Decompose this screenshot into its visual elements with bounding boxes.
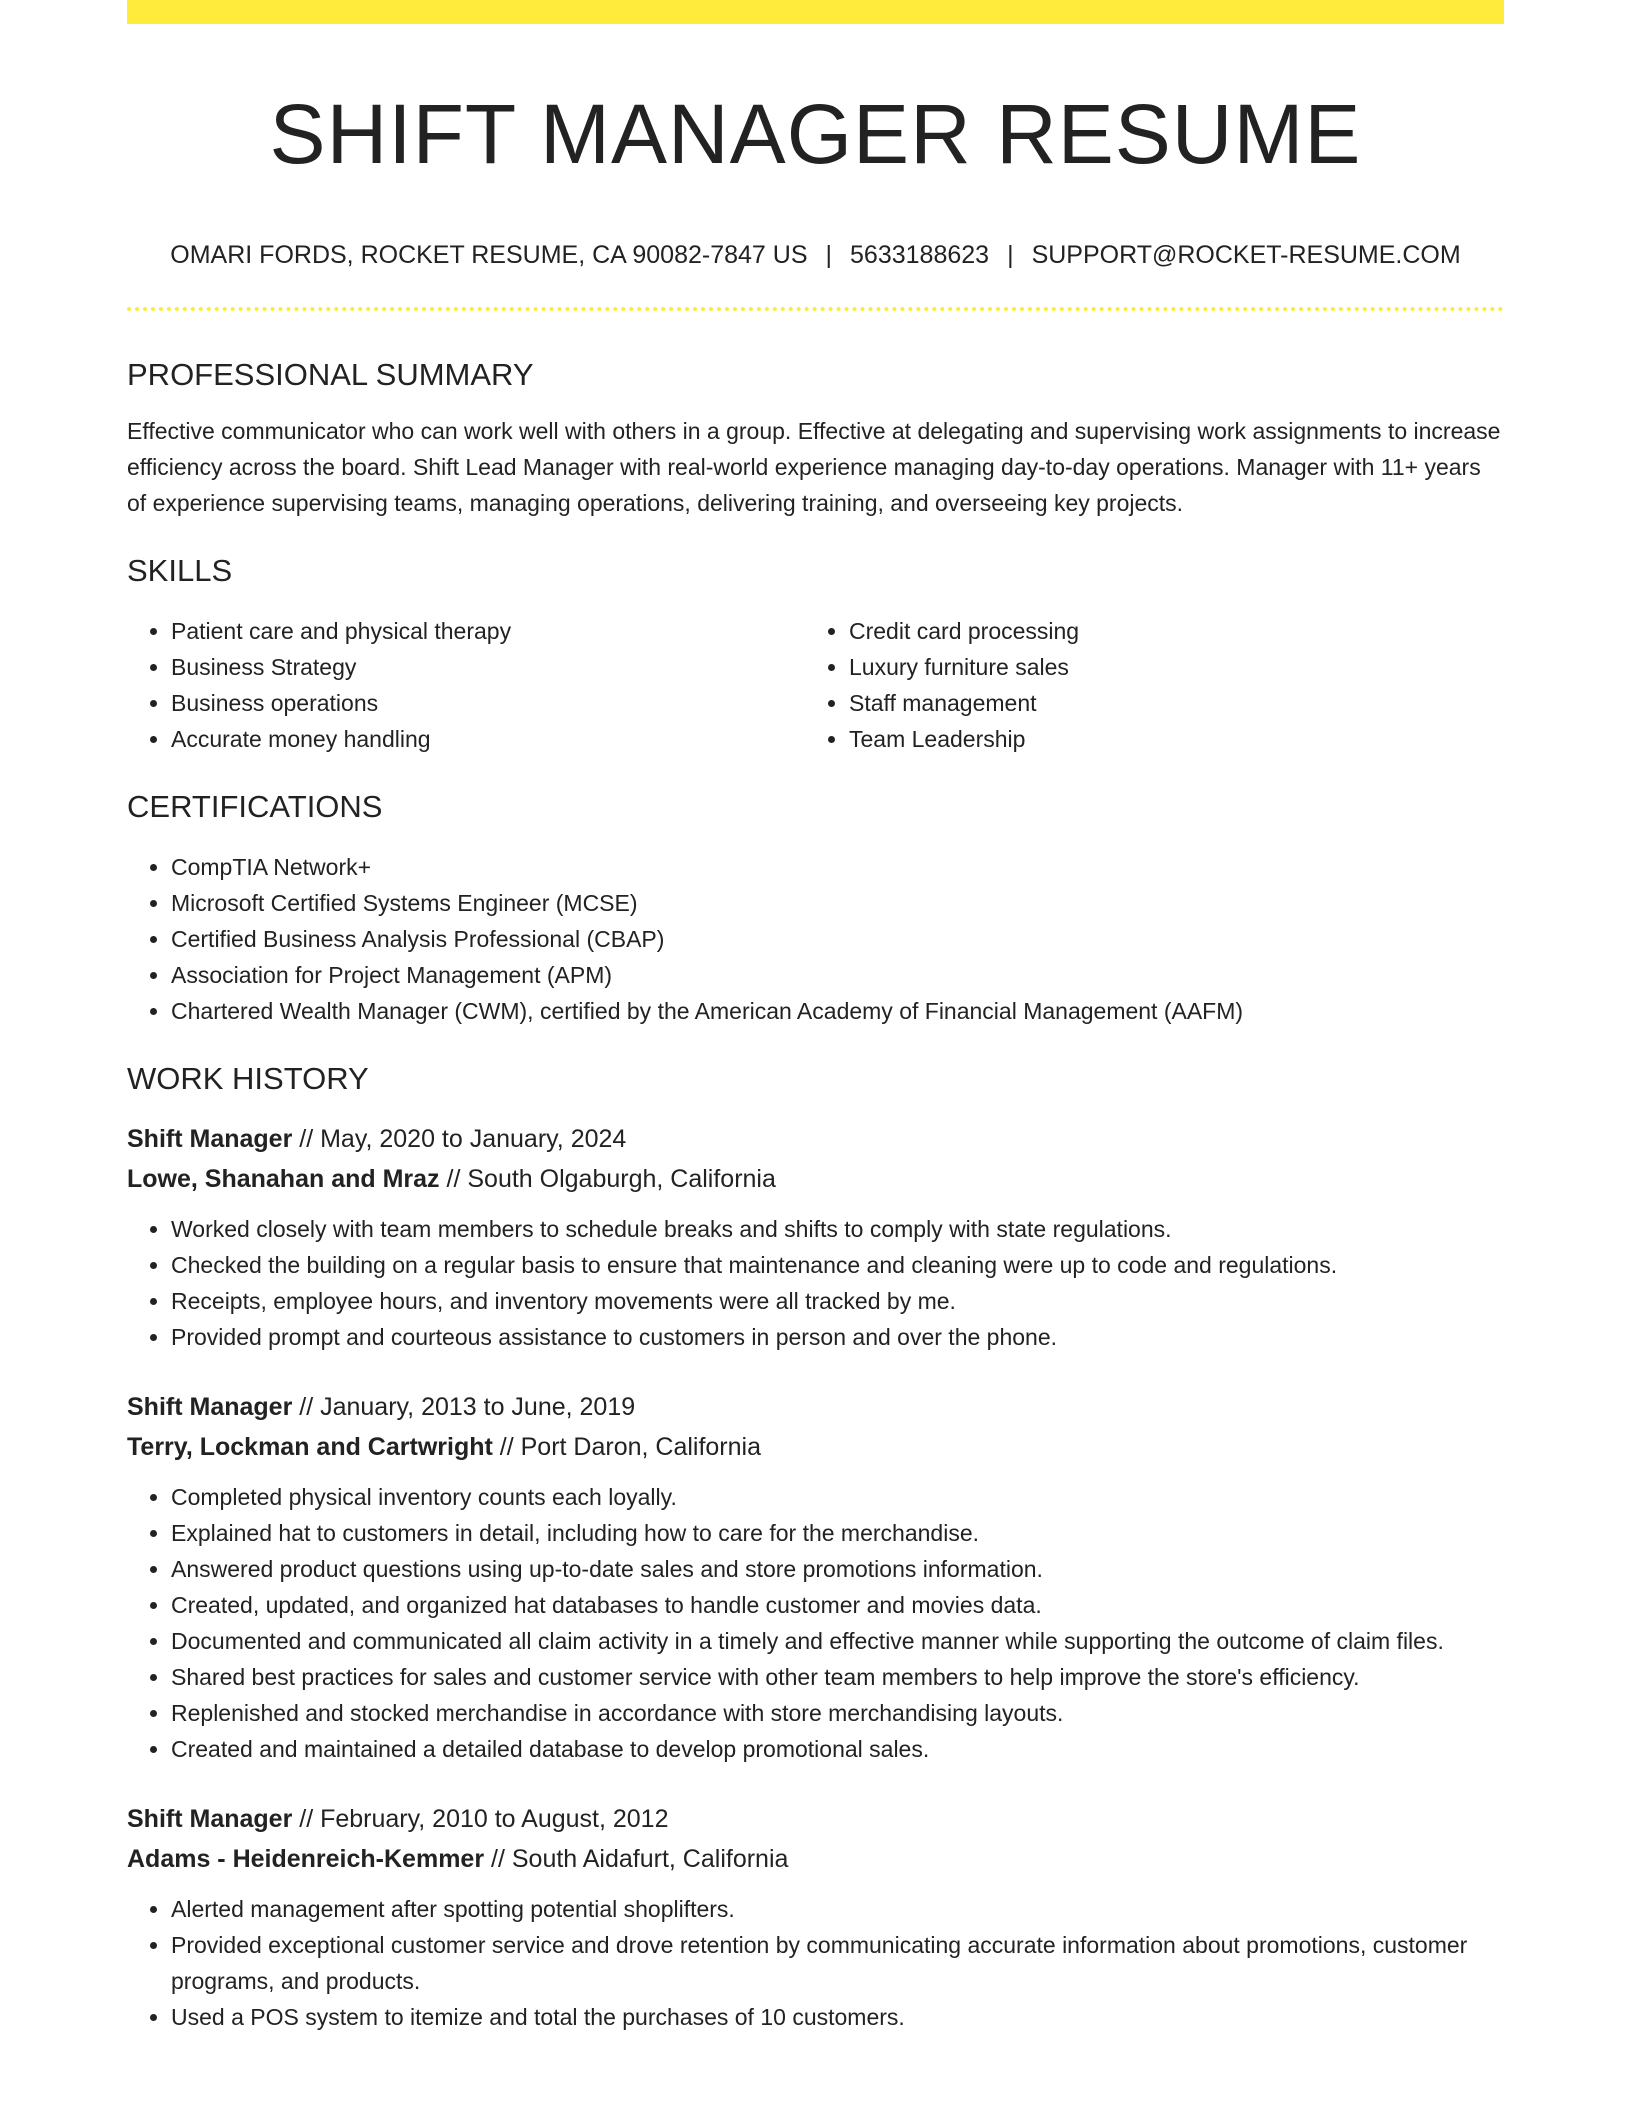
job-separator: // bbox=[292, 1805, 321, 1833]
job-bullet: • Receipts, employee hours, and inventory movements were all tracked by me. bbox=[171, 1283, 1504, 1319]
job-separator: // bbox=[292, 1393, 321, 1421]
summary-heading: PROFESSIONAL SUMMARY bbox=[127, 357, 534, 392]
job-entry bbox=[127, 1119, 1504, 1355]
summary-text: Effective communicator who can work well with others in a group. Effective at delegating and supervising work assignments to increase efficiency across the board. Shift Lead Manager with real-world experience managing day-to-day operations. Manager with 11+ years of experience supervising teams, managing operations, delivering training, and overseeing key projects. bbox=[127, 418, 1501, 516]
job-title: Shift Manager bbox=[127, 1125, 293, 1153]
resume-content bbox=[127, 24, 1504, 2035]
work-history-section bbox=[127, 1059, 1504, 2035]
job-separator: // bbox=[492, 1433, 521, 1461]
skill-item: • Credit card processing bbox=[849, 613, 1483, 649]
resume-title: SHIFT MANAGER RESUME bbox=[269, 87, 1362, 181]
job-bullets bbox=[127, 1211, 1504, 1355]
certifications-section bbox=[127, 787, 1504, 1029]
job-bullet: • Documented and communicated all claim activity in a timely and effective manner while supporting the outcome of claim files. bbox=[171, 1623, 1504, 1659]
job-bullet: • Used a POS system to itemize and total the purchases of 10 customers. bbox=[171, 1999, 1504, 2035]
top-accent-bar bbox=[127, 0, 1504, 24]
job-title-line bbox=[127, 1119, 1504, 1159]
job-company-line bbox=[127, 1159, 1504, 1199]
job-bullet: • Replenished and stocked merchandise in accordance with store merchandising layouts. bbox=[171, 1695, 1504, 1731]
job-bullet: • Answered product questions using up-to-date sales and store promotions information. bbox=[171, 1551, 1504, 1587]
job-bullet: • Created, updated, and organized hat databases to handle customer and movies data. bbox=[171, 1587, 1504, 1623]
job-title-line bbox=[127, 1799, 1504, 1839]
skill-item: • Staff management bbox=[849, 685, 1483, 721]
jobs-list bbox=[127, 1119, 1504, 2035]
job-dates: January, 2013 to June, 2019 bbox=[320, 1393, 636, 1421]
contact-line bbox=[127, 239, 1504, 271]
job-entry bbox=[127, 1799, 1504, 2035]
skills-left-column bbox=[127, 613, 805, 757]
job-bullet: • Completed physical inventory counts each loyally. bbox=[171, 1479, 1504, 1515]
skills-right-column bbox=[805, 613, 1483, 757]
job-bullet: • Explained hat to customers in detail, including how to care for the merchandise. bbox=[171, 1515, 1504, 1551]
contact-email[interactable]: SUPPORT@ROCKET-RESUME.COM bbox=[1031, 241, 1461, 269]
skill-item: • Business operations bbox=[171, 685, 805, 721]
certification-item: • Microsoft Certified Systems Engineer (MCSE) bbox=[171, 885, 1504, 921]
job-company: Lowe, Shanahan and Mraz bbox=[127, 1165, 440, 1193]
job-separator: // bbox=[484, 1845, 512, 1873]
job-location: South Aidafurt, California bbox=[511, 1845, 789, 1873]
job-dates: February, 2010 to August, 2012 bbox=[320, 1805, 669, 1833]
job-company-line bbox=[127, 1427, 1504, 1467]
job-bullet: • Created and maintained a detailed database to develop promotional sales. bbox=[171, 1731, 1504, 1767]
job-bullet: • Shared best practices for sales and customer service with other team members to help improve the store's efficiency. bbox=[171, 1659, 1504, 1695]
job-title-line bbox=[127, 1387, 1504, 1427]
summary-section bbox=[127, 355, 1504, 521]
job-dates: May, 2020 to January, 2024 bbox=[320, 1125, 627, 1153]
job-bullets bbox=[127, 1891, 1504, 2035]
dotted-divider bbox=[127, 307, 1504, 311]
skill-item: • Patient care and physical therapy bbox=[171, 613, 805, 649]
skill-item: • Business Strategy bbox=[171, 649, 805, 685]
job-bullet: • Worked closely with team members to schedule breaks and shifts to comply with state regulations. bbox=[171, 1211, 1504, 1247]
contact-phone: 5633188623 bbox=[850, 241, 990, 269]
skill-item: • Accurate money handling bbox=[171, 721, 805, 757]
certification-item: • Certified Business Analysis Professional (CBAP) bbox=[171, 921, 1504, 957]
skills-grid bbox=[127, 613, 1504, 757]
job-location: Port Daron, California bbox=[520, 1433, 761, 1461]
job-separator: // bbox=[439, 1165, 468, 1193]
job-title: Shift Manager bbox=[127, 1805, 293, 1833]
skills-section bbox=[127, 551, 1504, 757]
job-company-line bbox=[127, 1839, 1504, 1879]
job-bullet: • Checked the building on a regular basis to ensure that maintenance and cleaning were up to code and regulations. bbox=[171, 1247, 1504, 1283]
job-company: Adams - Heidenreich-Kemmer bbox=[127, 1845, 485, 1873]
job-separator: // bbox=[292, 1125, 321, 1153]
work-history-heading: WORK HISTORY bbox=[127, 1061, 369, 1096]
job-bullet: • Alerted management after spotting potential shoplifters. bbox=[171, 1891, 1504, 1927]
certification-item: • Chartered Wealth Manager (CWM), certified by the American Academy of Financial Management (AAFM) bbox=[171, 993, 1504, 1029]
job-bullet: • Provided exceptional customer service and drove retention by communicating accurate information about promotions, customer programs, and products. bbox=[171, 1927, 1504, 1999]
skill-item: • Team Leadership bbox=[849, 721, 1483, 757]
job-company: Terry, Lockman and Cartwright bbox=[127, 1433, 493, 1461]
certifications-heading: CERTIFICATIONS bbox=[127, 789, 383, 824]
job-entry bbox=[127, 1387, 1504, 1767]
skills-heading: SKILLS bbox=[127, 553, 233, 588]
job-location: South Olgaburgh, California bbox=[467, 1165, 776, 1193]
certifications-list bbox=[127, 849, 1504, 1029]
contact-separator: | bbox=[825, 241, 833, 269]
job-bullet: • Provided prompt and courteous assistance to customers in person and over the phone. bbox=[171, 1319, 1504, 1355]
job-title: Shift Manager bbox=[127, 1393, 293, 1421]
skill-item: • Luxury furniture sales bbox=[849, 649, 1483, 685]
certification-item: • CompTIA Network+ bbox=[171, 849, 1504, 885]
certification-item: • Association for Project Management (APM) bbox=[171, 957, 1504, 993]
contact-address: OMARI FORDS, ROCKET RESUME, CA 90082-7847 US bbox=[170, 241, 808, 269]
contact-separator: | bbox=[1007, 241, 1014, 269]
job-bullets bbox=[127, 1479, 1504, 1767]
